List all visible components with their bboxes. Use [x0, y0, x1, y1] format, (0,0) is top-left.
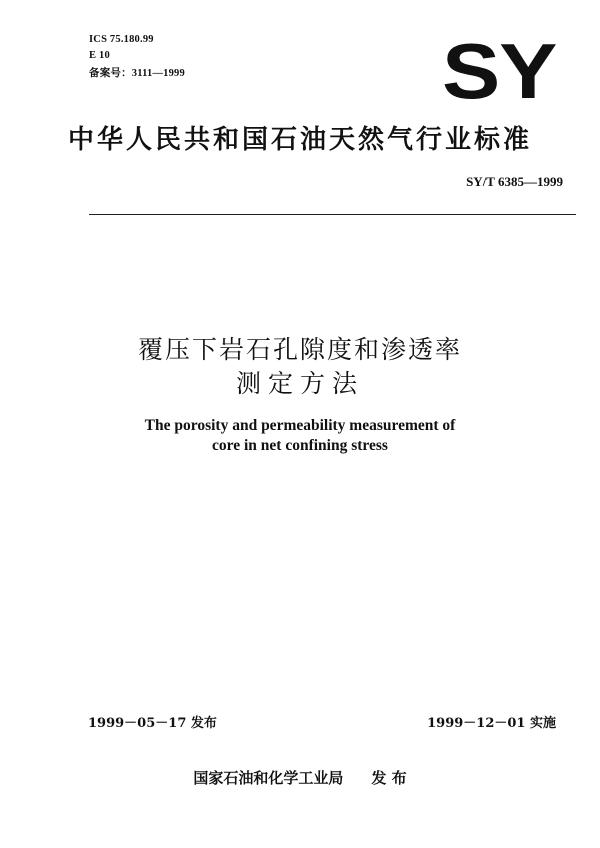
english-title-line-2: core in net confining stress — [212, 437, 388, 454]
chinese-title-line-1: 覆压下岩石孔隙度和渗透率 — [137, 335, 462, 364]
ics-code: ICS 75.180.99 — [89, 34, 154, 45]
issuer-action: 发 布 — [371, 769, 407, 787]
chinese-title-line-2: 测定方法 — [235, 369, 364, 398]
sy-logo: SY — [442, 27, 557, 115]
issuer-line — [0, 767, 600, 788]
issue-date: 1999－05－17 发布 — [88, 716, 217, 731]
standard-number: SY/T 6385—1999 — [466, 174, 563, 189]
issuer-name: 国家石油和化学工业局 — [193, 769, 344, 787]
divider-line — [89, 214, 576, 215]
english-title-line-1: The porosity and permeability measurement of — [144, 417, 456, 434]
organization-title: 中华人民共和国石油天然气行业标准 — [67, 125, 532, 155]
implementation-date: 1999－12－01 实施 — [427, 716, 556, 731]
record-number: 备案号：3111—1999 — [89, 68, 185, 79]
classification-code: E 10 — [89, 50, 110, 61]
